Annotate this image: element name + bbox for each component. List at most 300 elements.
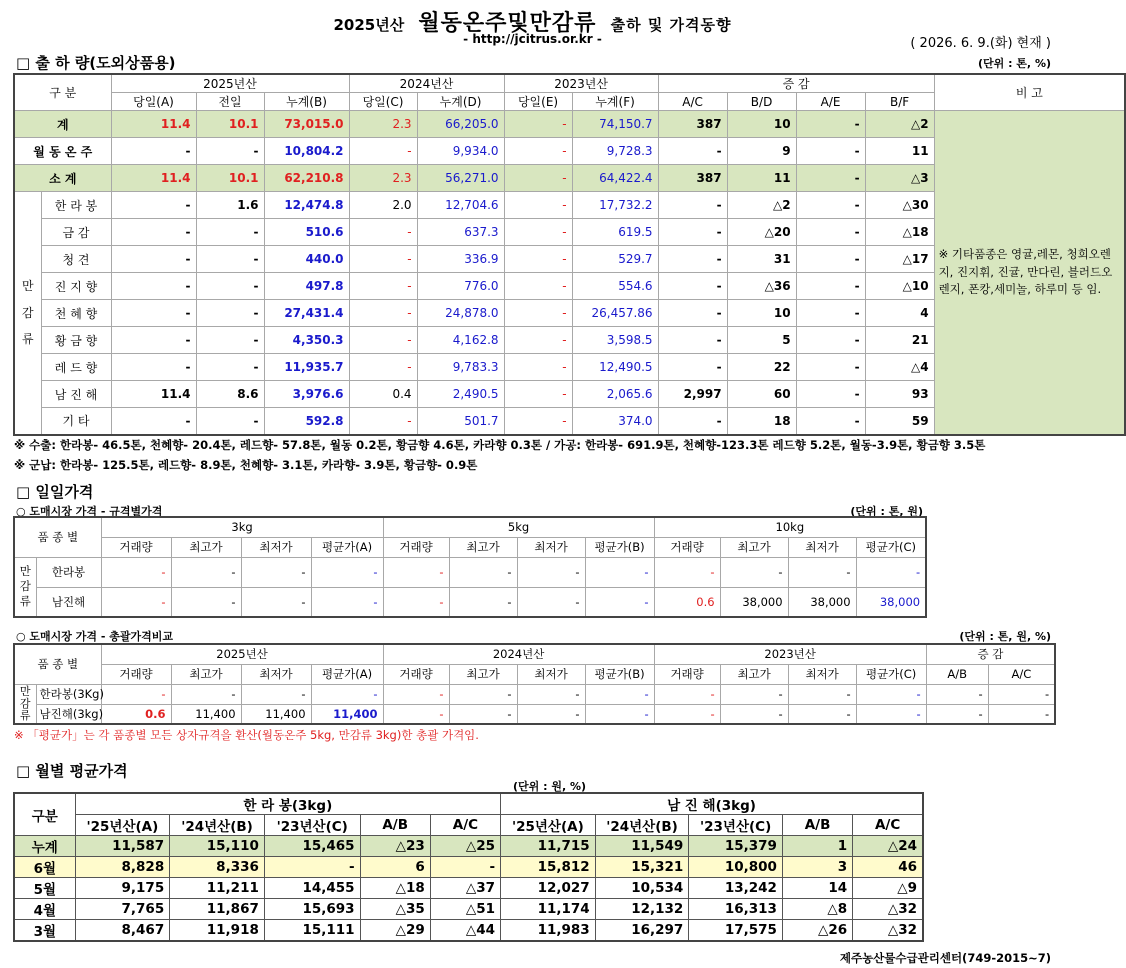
shipment-cell: - (504, 246, 572, 273)
monthly-cell: △44 (430, 920, 500, 942)
compare-price-cell: - (171, 684, 241, 704)
monthly-cell: 11,867 (170, 899, 265, 920)
col-sub-header: 거래량 (383, 537, 449, 557)
shipment-cell: 10,804.2 (264, 138, 349, 165)
shipment-cell: 8.6 (196, 381, 264, 408)
row-label: 진 지 향 (41, 273, 111, 300)
spec-price-cell: - (517, 557, 585, 587)
compare-price-cell: - (311, 684, 383, 704)
compare-price-cell: - (383, 704, 449, 724)
monthly-cell: 15,321 (595, 857, 689, 878)
shipment-cell: △30 (865, 192, 934, 219)
shipment-cell: 387 (658, 165, 727, 192)
section-shipment-unit: (단위 : 톤, %) (977, 57, 1051, 70)
mangam-char: 만 (19, 685, 31, 699)
shipment-cell: 1.6 (196, 192, 264, 219)
monthly-row (14, 878, 923, 899)
shipment-cell: - (349, 300, 417, 327)
spec-price-cell: - (311, 557, 383, 587)
shipment-cell: - (658, 327, 727, 354)
monthly-unit: (단위 : 원, %) (513, 780, 587, 793)
compare-price-cell: - (517, 704, 585, 724)
shipment-cell: 26,457.86 (572, 300, 658, 327)
shipment-cell: 12,490.5 (572, 354, 658, 381)
shipment-cell: - (196, 354, 264, 381)
shipment-cell: 592.8 (264, 408, 349, 435)
mangam-char: 감 (19, 696, 31, 710)
shipment-cell: - (796, 408, 865, 435)
col-sub-header: A/B (926, 664, 988, 684)
shipment-cell: 9 (727, 138, 796, 165)
col-namjinhae: 남 진 해(3kg) (501, 793, 923, 815)
spec-price-cell: - (171, 587, 241, 617)
shipment-cell: - (111, 192, 196, 219)
monthly-cell: △9 (853, 878, 923, 899)
shipment-cell: 27,431.4 (264, 300, 349, 327)
row-label: 6월 (14, 857, 75, 878)
shipment-cell: - (504, 327, 572, 354)
shipment-cell: △18 (865, 219, 934, 246)
col-sub-header: '23년산(C) (264, 815, 360, 836)
spec-price-cell: - (171, 557, 241, 587)
mangam-char: 감 (19, 579, 31, 594)
shipment-cell: 529.7 (572, 246, 658, 273)
shipment-cell: 9,934.0 (417, 138, 504, 165)
monthly-cell: 11,174 (501, 899, 596, 920)
col-sub-header: A/C (988, 664, 1055, 684)
footer-center: 제주농산물수급관리센터(749-2015~7) (839, 951, 1051, 965)
shipment-cell: - (658, 138, 727, 165)
col-sub-header: A/C (430, 815, 500, 836)
shipment-cell: 59 (865, 408, 934, 435)
monthly-cell: △25 (430, 836, 500, 857)
compare-price-cell: - (517, 684, 585, 704)
title-main: 월동온주및만감류 (418, 11, 597, 36)
col-sub-header: 거래량 (654, 664, 720, 684)
col-5kg: 5kg (383, 517, 654, 537)
col-sub-header: 최고가 (720, 664, 788, 684)
shipment-cell: 776.0 (417, 273, 504, 300)
shipment-cell: △10 (865, 273, 934, 300)
compare-price-cell: - (988, 684, 1055, 704)
shipment-cell: - (111, 246, 196, 273)
shipment-cell: 18 (727, 408, 796, 435)
col-sub-header: 최고가 (449, 537, 517, 557)
col-sub-header: 거래량 (654, 537, 720, 557)
shipment-cell: - (658, 354, 727, 381)
shipment-cell: - (349, 219, 417, 246)
shipment-cell: 2,997 (658, 381, 727, 408)
compare-price-cell: - (856, 684, 926, 704)
monthly-cell: △37 (430, 878, 500, 899)
shipment-cell: - (111, 219, 196, 246)
monthly-table (13, 792, 924, 942)
shipment-cell: - (111, 327, 196, 354)
col-sub-header: 최저가 (241, 664, 311, 684)
shipment-cell: 501.7 (417, 408, 504, 435)
monthly-cell: 8,828 (75, 857, 170, 878)
col-3kg: 3kg (101, 517, 383, 537)
shipment-cell: - (349, 408, 417, 435)
monthly-cell: 6 (360, 857, 430, 878)
shipment-cell: 12,704.6 (417, 192, 504, 219)
shipment-cell: 11 (727, 165, 796, 192)
shipment-cell: - (796, 138, 865, 165)
monthly-cell: △24 (853, 836, 923, 857)
col-change: 증 감 (658, 74, 934, 93)
spec-price-cell: - (101, 587, 171, 617)
mangam-char: 만 (21, 279, 34, 294)
compare-price-cell: - (654, 684, 720, 704)
col-pumjong: 품 종 별 (14, 517, 101, 557)
monthly-cell: 11,587 (75, 836, 170, 857)
shipment-cell: 17,732.2 (572, 192, 658, 219)
row-label: 레 드 향 (41, 354, 111, 381)
col-sub-header: 누계(F) (572, 93, 658, 111)
col-sub-header: B/F (865, 93, 934, 111)
shipment-cell: - (796, 273, 865, 300)
shipment-cell: - (111, 273, 196, 300)
spec-price-cell: - (449, 587, 517, 617)
col-sub-header: '25년산(A) (501, 815, 596, 836)
section-daily-title: □ 일일가격 (16, 483, 94, 501)
spec-price-cell: - (241, 557, 311, 587)
shipment-cell: △2 (865, 111, 934, 138)
spec-price-cell: - (241, 587, 311, 617)
shipment-cell: △17 (865, 246, 934, 273)
shipment-cell: 11.4 (111, 381, 196, 408)
shipment-cell: 73,015.0 (264, 111, 349, 138)
shipment-cell: 2.3 (349, 111, 417, 138)
monthly-cell: 15,110 (170, 836, 265, 857)
section-shipment-title: □ 출 하 량(도외상품용) (16, 54, 176, 72)
col-sub-header: 최고가 (171, 537, 241, 557)
shipment-cell: 93 (865, 381, 934, 408)
shipment-cell: - (111, 354, 196, 381)
shipment-cell: 387 (658, 111, 727, 138)
row-label: 남 진 해 (41, 381, 111, 408)
report-date: ( 2026. 6. 9.(화) 현재 ) (910, 36, 1051, 51)
compare-price-cell: - (449, 704, 517, 724)
mangam-label (14, 557, 36, 617)
monthly-cell: 16,297 (595, 920, 689, 942)
monthly-cell: 17,575 (689, 920, 783, 942)
monthly-cell: 14,455 (264, 878, 360, 899)
col-sub-header: A/B (360, 815, 430, 836)
shipment-cell: - (196, 273, 264, 300)
shipment-cell: 0.4 (349, 381, 417, 408)
daily-spec-table (13, 516, 927, 618)
col-month-gubun: 구분 (14, 793, 75, 836)
spec-price-cell: - (788, 557, 856, 587)
spec-price-cell: - (311, 587, 383, 617)
mangam-char: 류 (21, 331, 34, 346)
compare-price-cell: - (585, 684, 654, 704)
col-sub-header: 거래량 (383, 664, 449, 684)
compare-price-cell: - (988, 704, 1055, 724)
col-pumjong2: 품 종 별 (14, 644, 101, 684)
shipment-cell: 11,935.7 (264, 354, 349, 381)
col-sub-header: 최저가 (788, 537, 856, 557)
col-sub-header: 평균가(A) (311, 537, 383, 557)
shipment-cell: - (111, 300, 196, 327)
col-sub-header: 평균가(C) (856, 537, 926, 557)
monthly-cell: 12,027 (501, 878, 596, 899)
shipment-cell: 12,474.8 (264, 192, 349, 219)
shipment-cell: - (796, 246, 865, 273)
shipment-cell: 336.9 (417, 246, 504, 273)
col-sub-header: 최고가 (171, 664, 241, 684)
shipment-cell: - (504, 138, 572, 165)
col-sub-header: 전일 (196, 93, 264, 111)
col-sub-header: 최저가 (788, 664, 856, 684)
monthly-cell: 15,111 (264, 920, 360, 942)
col-sub-header: 당일(A) (111, 93, 196, 111)
shipment-cell: - (658, 219, 727, 246)
monthly-cell: 11,918 (170, 920, 265, 942)
shipment-cell: - (196, 408, 264, 435)
shipment-cell: - (796, 381, 865, 408)
col-y2024: 2024년산 (383, 644, 654, 664)
monthly-cell: △26 (782, 920, 852, 942)
col-sub-header: 평균가(A) (311, 664, 383, 684)
col-sub-header: 최고가 (449, 664, 517, 684)
spec-price-cell: - (101, 557, 171, 587)
row-label: 한라봉 (36, 557, 101, 587)
col-sub-header: A/C (853, 815, 923, 836)
shipment-cell: - (111, 408, 196, 435)
shipment-cell: 31 (727, 246, 796, 273)
shipment-cell: 374.0 (572, 408, 658, 435)
shipment-cell: 22 (727, 354, 796, 381)
shipment-cell: 9,783.3 (417, 354, 504, 381)
monthly-row (14, 920, 923, 942)
monthly-cell: △8 (782, 899, 852, 920)
shipment-cell: - (196, 219, 264, 246)
monthly-cell: 8,336 (170, 857, 265, 878)
monthly-cell: △32 (853, 920, 923, 942)
spec-price-cell: - (654, 557, 720, 587)
shipment-cell: - (349, 273, 417, 300)
monthly-cell: 12,132 (595, 899, 689, 920)
shipment-row (14, 111, 1125, 138)
monthly-cell: - (430, 857, 500, 878)
shipment-cell: - (504, 165, 572, 192)
compare-price-cell: - (720, 684, 788, 704)
shipment-cell: 637.3 (417, 219, 504, 246)
col-sub-header: 평균가(B) (585, 537, 654, 557)
shipment-cell: - (658, 246, 727, 273)
mangam-label (14, 684, 36, 724)
daily-sub1: ○ 도매시장 가격 - 규격별가격 (16, 505, 163, 518)
monthly-cell: 11,211 (170, 878, 265, 899)
row-label: 황 금 향 (41, 327, 111, 354)
shipment-cell: 64,422.4 (572, 165, 658, 192)
shipment-table (13, 73, 1126, 436)
daily-compare-table (13, 643, 1056, 725)
mangam-label (14, 192, 41, 435)
shipment-cell: - (196, 327, 264, 354)
col-sub-header: 최고가 (720, 537, 788, 557)
shipment-cell: - (796, 354, 865, 381)
mangam-char: 감 (21, 305, 34, 320)
remark-cell (934, 111, 1125, 435)
compare-price-cell: - (926, 684, 988, 704)
compare-price-cell: - (926, 704, 988, 724)
spec-price-cell: - (585, 587, 654, 617)
col-2024: 2024년산 (349, 74, 504, 93)
col-change2: 증 감 (926, 644, 1055, 664)
row-label: 금 감 (41, 219, 111, 246)
row-label: 계 (14, 111, 111, 138)
shipment-cell: 554.6 (572, 273, 658, 300)
shipment-cell: - (796, 219, 865, 246)
shipment-cell: 10 (727, 111, 796, 138)
shipment-cell: 3,598.5 (572, 327, 658, 354)
col-sub-header: 평균가(C) (856, 664, 926, 684)
shipment-cell: 4,162.8 (417, 327, 504, 354)
shipment-cell: 497.8 (264, 273, 349, 300)
col-sub-header: 최저가 (517, 664, 585, 684)
spec-price-row (14, 557, 926, 587)
compare-price-cell: - (654, 704, 720, 724)
shipment-cell: 60 (727, 381, 796, 408)
monthly-cell: 3 (782, 857, 852, 878)
shipment-cell: 2,065.6 (572, 381, 658, 408)
shipment-cell: 10.1 (196, 111, 264, 138)
export-note: ※ 수출: 한라봉- 46.5톤, 천혜향- 20.4톤, 레드향- 57.8톤, 월동 0.2톤, 황금향 4.6톤, 카라향 0.3톤 / 가공: 한라봉- 691.9톤, 천혜향-123.3톤 레드향 5.2톤, 월동-3.9톤, 황금향 3.5톤 (14, 438, 986, 452)
monthly-cell: 15,465 (264, 836, 360, 857)
compare-price-row (14, 704, 1055, 724)
monthly-cell: △32 (853, 899, 923, 920)
shipment-cell: 66,205.0 (417, 111, 504, 138)
monthly-cell: 15,379 (689, 836, 783, 857)
row-label: 월 동 온 주 (14, 138, 111, 165)
col-10kg: 10kg (654, 517, 926, 537)
col-sub-header: '23년산(C) (689, 815, 783, 836)
col-sub-header: '24년산(B) (170, 815, 265, 836)
compare-price-cell: - (383, 684, 449, 704)
monthly-cell: 11,983 (501, 920, 596, 942)
monthly-cell: 9,175 (75, 878, 170, 899)
shipment-cell: 11.4 (111, 111, 196, 138)
compare-price-cell: - (720, 704, 788, 724)
col-sub-header: 누계(B) (264, 93, 349, 111)
shipment-cell: - (796, 165, 865, 192)
row-label: 3월 (14, 920, 75, 942)
shipment-cell: 619.5 (572, 219, 658, 246)
shipment-cell: △4 (865, 354, 934, 381)
monthly-cell: - (264, 857, 360, 878)
row-label: 청 견 (41, 246, 111, 273)
compare-price-cell: 0.6 (101, 704, 171, 724)
shipment-cell: - (349, 354, 417, 381)
shipment-cell: - (796, 111, 865, 138)
monthly-cell: 11,715 (501, 836, 596, 857)
spec-price-cell: 38,000 (856, 587, 926, 617)
col-sub-header: 당일(C) (349, 93, 417, 111)
monthly-row (14, 899, 923, 920)
monthly-cell: 10,800 (689, 857, 783, 878)
monthly-cell: 8,467 (75, 920, 170, 942)
monthly-cell: △35 (360, 899, 430, 920)
daily-unit2: (단위 : 톤, 원, %) (959, 630, 1051, 643)
row-label: 기 타 (41, 408, 111, 435)
col-y2025: 2025년산 (101, 644, 383, 664)
compare-price-cell: - (856, 704, 926, 724)
col-sub-header: 최저가 (517, 537, 585, 557)
compare-price-cell: - (449, 684, 517, 704)
row-label: 소 계 (14, 165, 111, 192)
shipment-cell: - (504, 408, 572, 435)
col-y2023: 2023년산 (654, 644, 926, 664)
shipment-cell: 510.6 (264, 219, 349, 246)
monthly-cell: 15,693 (264, 899, 360, 920)
compare-price-cell: 11,400 (241, 704, 311, 724)
shipment-cell: 9,728.3 (572, 138, 658, 165)
shipment-cell: 2.0 (349, 192, 417, 219)
monthly-cell: △23 (360, 836, 430, 857)
average-price-note: ※ 「평균가」는 각 품종별 모든 상자규격을 환산(월동온주 5kg, 만감류 3kg)한 총괄 가격임. (14, 728, 479, 742)
monthly-cell: 1 (782, 836, 852, 857)
shipment-cell: - (658, 192, 727, 219)
shipment-cell: - (504, 354, 572, 381)
col-sub-header: 누계(D) (417, 93, 504, 111)
spec-price-cell: - (585, 557, 654, 587)
col-sub-header: 평균가(B) (585, 664, 654, 684)
row-label: 한라봉(3Kg) (36, 684, 101, 704)
shipment-cell: - (196, 246, 264, 273)
shipment-cell: 74,150.7 (572, 111, 658, 138)
monthly-row (14, 857, 923, 878)
spec-price-cell: 38,000 (788, 587, 856, 617)
shipment-cell: 11.4 (111, 165, 196, 192)
monthly-cell: 10,534 (595, 878, 689, 899)
col-2025: 2025년산 (111, 74, 349, 93)
mangam-char: 만 (19, 564, 31, 579)
shipment-cell: - (196, 138, 264, 165)
monthly-row (14, 836, 923, 857)
monthly-cell: 11,549 (595, 836, 689, 857)
monthly-cell: 14 (782, 878, 852, 899)
shipment-cell: - (658, 300, 727, 327)
spec-price-cell: - (720, 557, 788, 587)
monthly-cell: 16,313 (689, 899, 783, 920)
shipment-cell: - (504, 300, 572, 327)
spec-price-cell: - (449, 557, 517, 587)
spec-price-cell: - (383, 587, 449, 617)
site-url[interactable]: - http://jcitrus.or.kr - (463, 32, 602, 46)
shipment-cell: - (796, 300, 865, 327)
shipment-cell: - (349, 327, 417, 354)
shipment-cell: - (658, 408, 727, 435)
shipment-cell: - (504, 111, 572, 138)
col-sub-header: 최저가 (241, 537, 311, 557)
col-gubun: 구 분 (14, 74, 111, 111)
title-sub: 출하 및 가격동향 (610, 16, 732, 34)
section-monthly-title: □ 월별 평균가격 (16, 762, 128, 780)
shipment-cell: 21 (865, 327, 934, 354)
row-label: 4월 (14, 899, 75, 920)
monthly-cell: 7,765 (75, 899, 170, 920)
spec-price-cell: - (856, 557, 926, 587)
remark-text: ※ 기타품종은 영귤,레몬, 청희오렌지, 진지휘, 진귤, 만다린, 블러드오렌지, 폰캉,세미놀, 하루미 등 임. (938, 247, 1113, 296)
spec-price-cell: - (383, 557, 449, 587)
mangam-char: 류 (19, 594, 31, 609)
shipment-cell: 56,271.0 (417, 165, 504, 192)
shipment-cell: 3,976.6 (264, 381, 349, 408)
col-sub-header: '25년산(A) (75, 815, 170, 836)
